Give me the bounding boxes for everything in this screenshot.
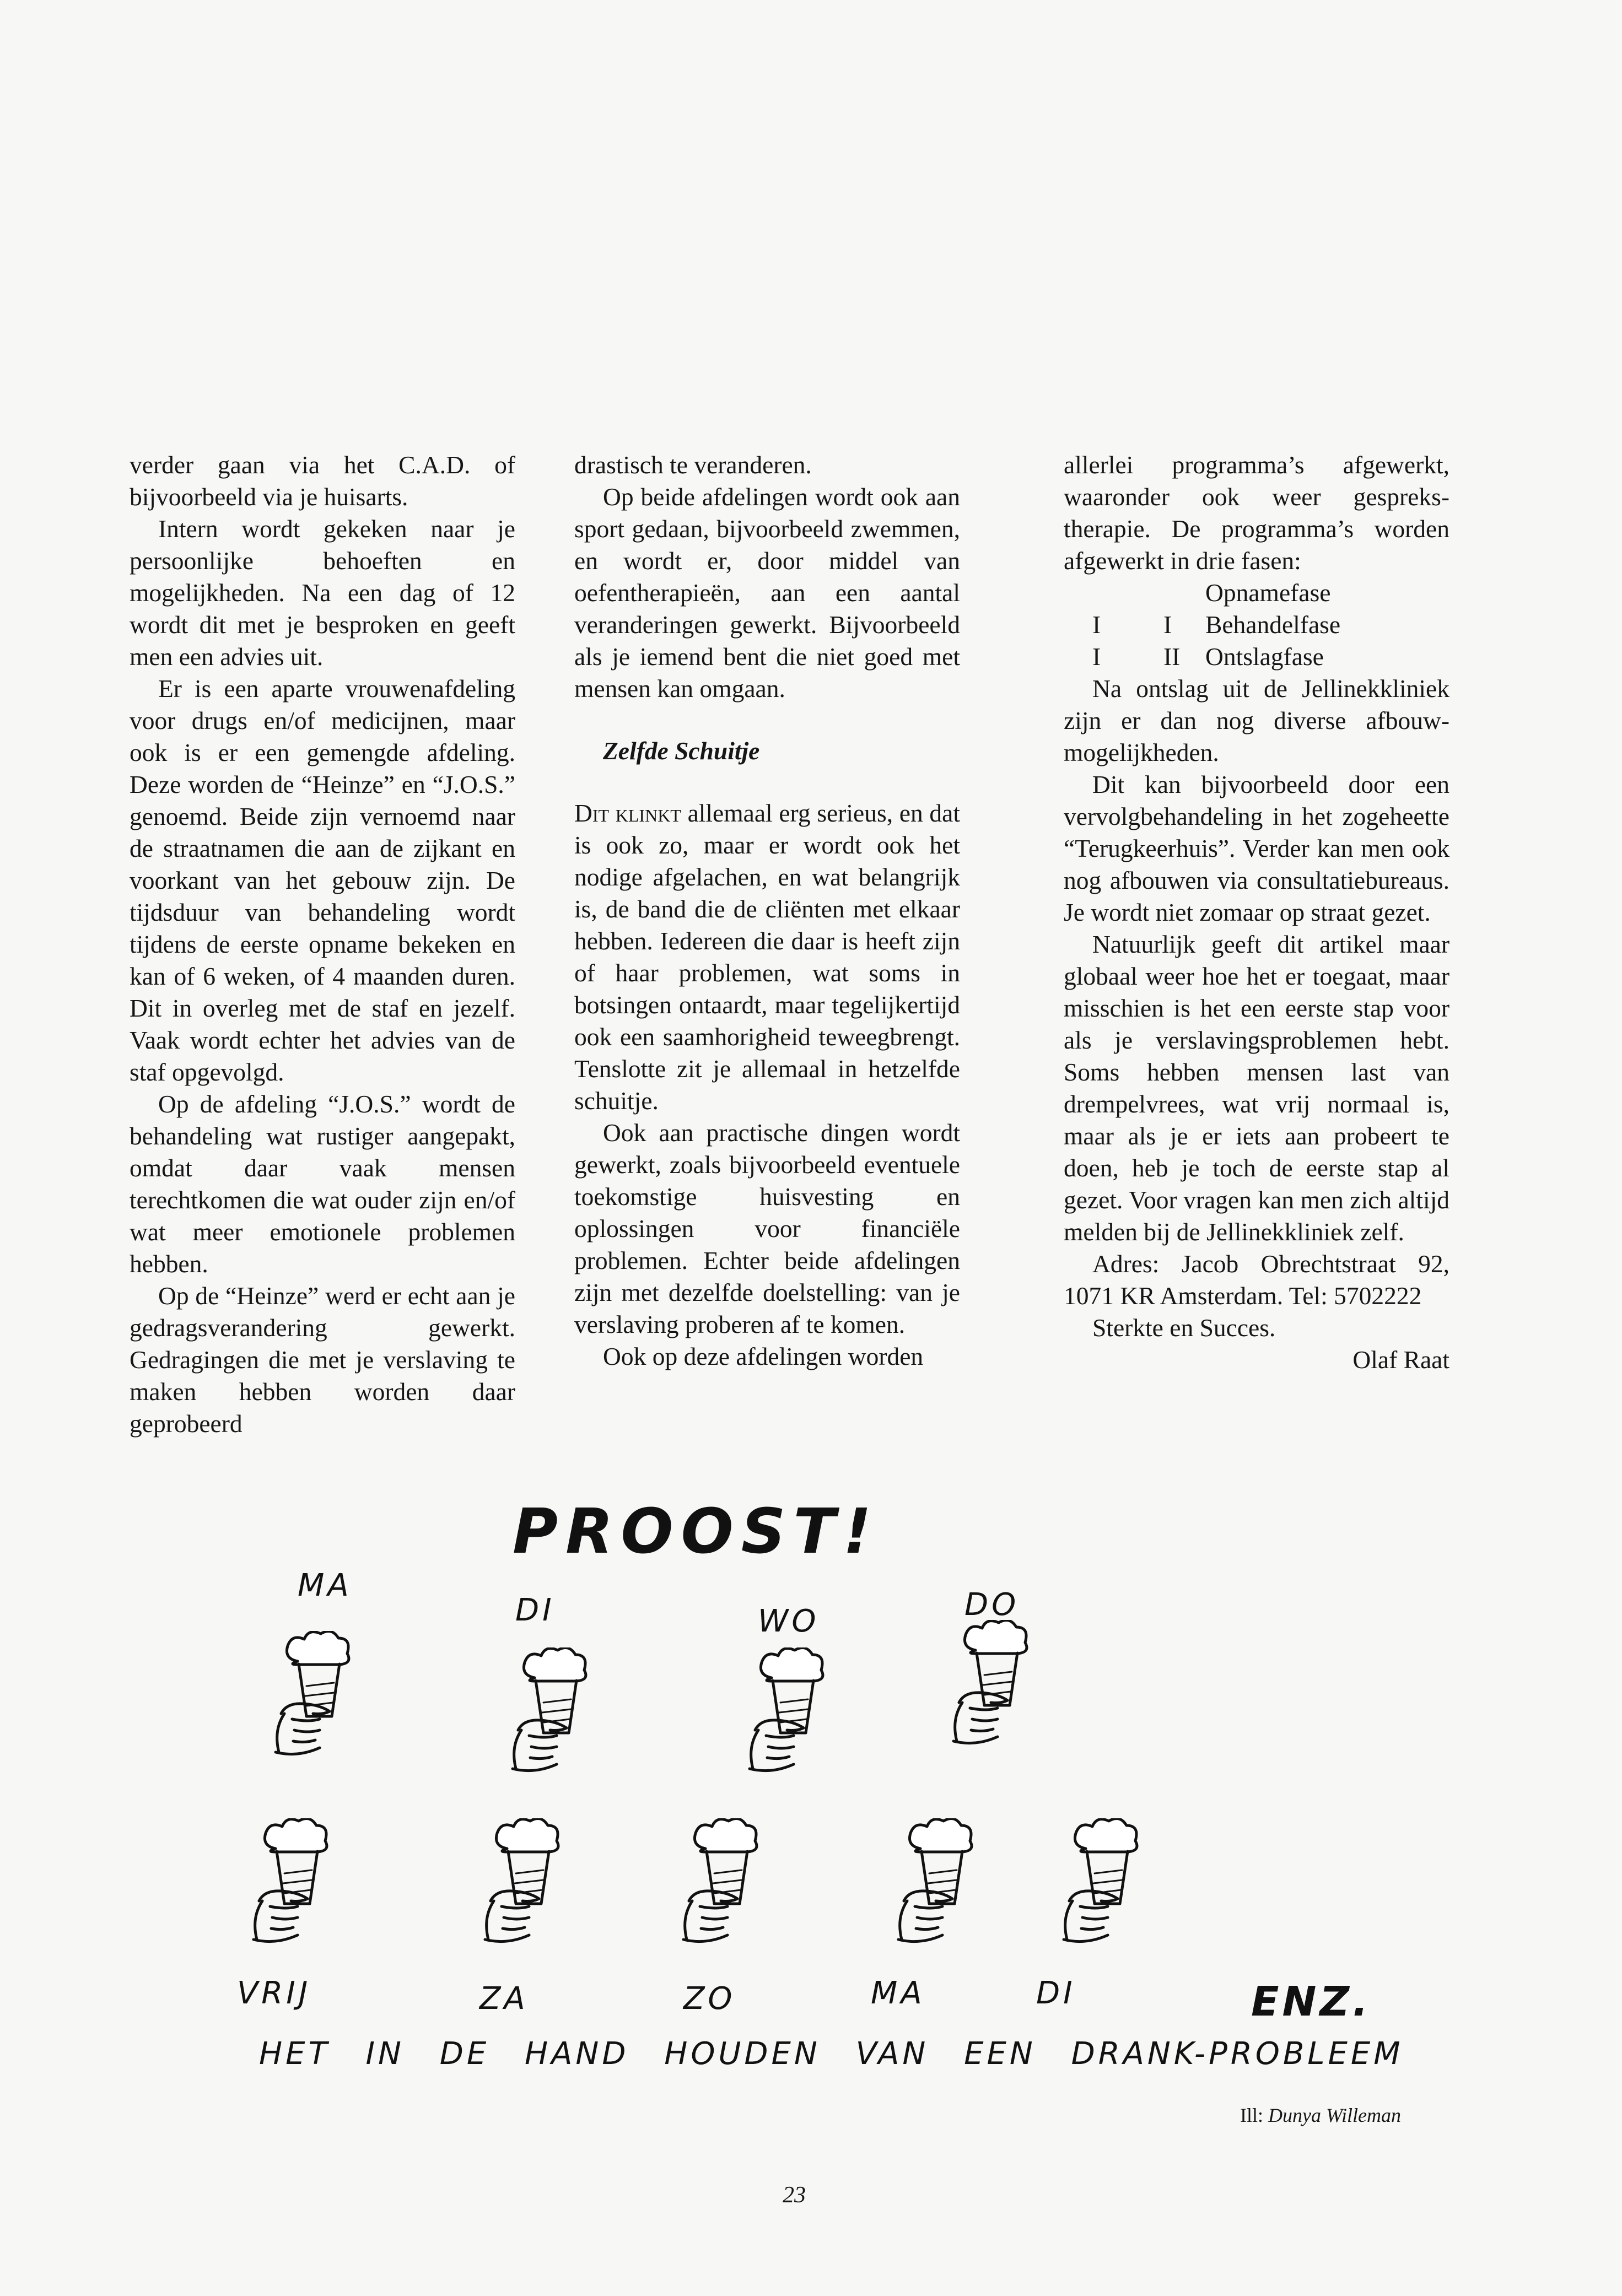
phase-roman-2: II [1163, 642, 1181, 671]
paragraph: Op de afdeling “J.O.S.” wordt de behandeling wat rustiger aangepakt, omdat daar vaak mensen terechtkomen die wat ouder zijn en/of wat meer emotionele problemen hebben. [130, 1090, 515, 1278]
day-label: ZO [683, 1981, 736, 2017]
paragraph: allerlei programma’s afgewerkt, waaronder ook weer gespreks-therapie. De programma’s worden afgewerkt in drie fasen: [1064, 451, 1449, 575]
phase-roman-1: I [1092, 611, 1101, 639]
lead-caps: Dit klinkt [574, 799, 681, 827]
hand-holding-beer-drawing [667, 1818, 777, 1975]
paragraph: Ook aan practische dingen wordt gewerkt, zoals bijvoorbeeld eventuele toekomstige huisvesting en oplossingen voor financiële problemen. Echter beide afdelingen zijn met dezelfde doelstelling: van je verslaving proberen af te komen. [574, 1119, 960, 1338]
phase-name: Ontslagfase [1205, 642, 1324, 671]
day-label: DI [1036, 1975, 1076, 2011]
phase-name: Behandelfase [1205, 611, 1341, 639]
paragraph: Op beide afdelingen wordt ook aan sport gedaan, bijvoorbeeld zwemmen, en wordt er, door middel van oefentherapieën, aan een aantal veranderingen gewerkt. Bijvoorbeeld als je iemend bent die niet goed met mensen kan omgaan. [574, 483, 960, 703]
hand-holding-beer-drawing [937, 1620, 1047, 1777]
phase-row [1064, 641, 1449, 673]
paragraph-lead [574, 797, 960, 1117]
paragraph: Op de “Heinze” werd er echt aan je gedragsverandering gewerkt. Gedragingen die met je verslaving te maken hebben worden daar geprobeerd [130, 1282, 515, 1438]
hand-holding-beer-drawing [496, 1647, 606, 1805]
phase-list [1064, 577, 1449, 673]
illustration-credit [1240, 2104, 1401, 2127]
day-label: DI [515, 1592, 555, 1628]
lead-rest: allemaal erg serieus, en dat is ook zo, maar er wordt ook het nodige afgelachen, en wat belangrijk is, de band die de cliënten met elkaar hebben. Iedereen die daar is heeft zijn of haar problemen, wat soms in botsingen ontaardt, maar tegelijkertijd ook een saamhorigheid teweegbrengt. Tenslotte zit je allemaal in hetzelfde schuitje. [574, 799, 961, 1115]
enz-label: ENZ. [1251, 1978, 1372, 2025]
day-label: VRIJ [237, 1975, 311, 2011]
phase-roman-1: I [1092, 642, 1101, 671]
phase-name: Opnamefase [1205, 579, 1331, 607]
article-column-1 [130, 449, 515, 1440]
illustration-caption: HET IN DE HAND HOUDEN VAN EEN DRANK-PROBLEEM [259, 2036, 1404, 2072]
paragraph: drastisch te veranderen. [574, 451, 812, 479]
day-label: MA [871, 1975, 925, 2011]
hand-holding-beer-drawing [237, 1818, 347, 1975]
author-signature: Olaf Raat [1352, 1346, 1449, 1374]
paragraph: verder gaan via het C.A.D. of bijvoorbeeld via je huisarts. [130, 451, 515, 511]
paragraph: Na ontslag uit de Jellinekkliniek zijn er dan nog diverse afbouw-mogelijkheden. [1064, 674, 1449, 766]
paragraph: Natuurlijk geeft dit artikel maar globaal weer hoe het er toegaat, maar misschien is het een eerste stap voor als je verslavingsproblemen hebt. Soms hebben mensen last van drempelvrees, wat vrij normaal is, maar als je er iets aan probeert te doen, heb je toch de eerste stap al gezet. Voor vragen kan men zich altijd melden bij de Jellinekkliniek zelf. [1064, 930, 1449, 1246]
page-number: 23 [783, 2182, 806, 2208]
phase-roman-2: I [1163, 611, 1172, 639]
day-label: WO [758, 1603, 820, 1639]
hand-holding-beer-drawing [1047, 1818, 1157, 1975]
day-label: ZA [479, 1981, 529, 2017]
article-column-3 [1064, 449, 1449, 1376]
section-heading: Zelfde Schuitje [603, 737, 760, 765]
hand-holding-beer-drawing [259, 1631, 369, 1788]
paragraph: Ook op deze afdelingen worden [603, 1342, 924, 1370]
day-label: MA [298, 1568, 352, 1603]
day-label: DO [964, 1587, 1020, 1623]
paragraph: Dit kan bijvoorbeeld door een vervolgbehandeling in het zogeheette “Terugkeerhuis”. Verder kan men ook nog afbouwen via consultatiebureaus. Je wordt niet zomaar op straat gezet. [1064, 770, 1449, 926]
hand-holding-beer-drawing [733, 1647, 843, 1805]
article-column-2 [574, 449, 960, 1373]
hand-holding-beer-drawing [882, 1818, 992, 1975]
credit-name: Dunya Willeman [1268, 2104, 1401, 2126]
hand-holding-beer-drawing [468, 1818, 579, 1975]
paragraph: Sterkte en Succes. [1092, 1314, 1276, 1342]
paragraph: Intern wordt gekeken naar je persoonlijke behoeften en mogelijkheden. Na een dag of 12 wordt dit met je besproken en geeft men een advies uit. [130, 515, 515, 671]
paragraph: Adres: Jacob Obrechtstraat 92, 1071 KR Amsterdam. Tel: 5702222 [1064, 1250, 1449, 1310]
phase-row [1064, 577, 1449, 609]
paragraph: Er is een aparte vrouwenafdeling voor drugs en/of medicijnen, maar ook is er een gemengde afdeling. Deze worden de “Heinze” en “J.O.S.” genoemd. Beide zijn vernoemd naar de straatnamen die aan de zijkant en voorkant van het gebouw zijn. De tijdsduur van behandeling wordt tijdens de eerste opname bekeken en kan of 6 weken, of 4 maanden duren. Dit in overleg met de staf en jezelf. Vaak wordt echter het advies van de staf opgevolgd. [130, 674, 515, 1086]
illustration-title: PROOST! [513, 1496, 879, 1568]
credit-prefix: Ill: [1240, 2104, 1268, 2126]
phase-row [1064, 609, 1449, 641]
